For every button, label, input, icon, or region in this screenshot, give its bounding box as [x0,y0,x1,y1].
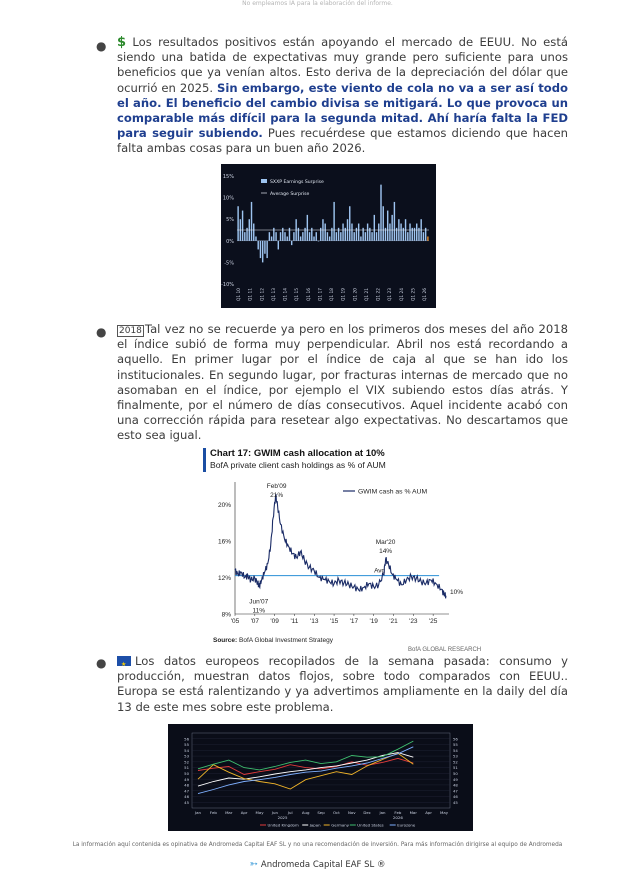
pmi-y-tick-left: 47 [184,788,189,794]
sxxp-chart-svg [221,164,436,308]
pmi-y-tick-left: 50 [184,770,189,776]
sxxp-bar [340,232,341,241]
pmi-x-tick: Jan [195,810,201,815]
sxxp-x-tick: Q1 22 [376,288,382,301]
sxxp-bar [391,215,392,241]
sxxp-bar [353,232,354,241]
pmi-x-tick: Feb [209,810,217,815]
gwim-annotation-latest-value: 10% [450,589,464,597]
sxxp-bar [376,232,377,241]
sxxp-legend-average: Average Surprise [270,192,310,197]
sxxp-y-tick: -5% [224,260,234,267]
pmi-x-tick: Mar [409,810,417,815]
pmi-x-tick: Oct [333,810,340,815]
sxxp-bar [324,224,325,241]
sxxp-bar [336,232,337,241]
sxxp-bar [291,241,292,245]
sxxp-earnings-chart [221,164,436,308]
sxxp-y-tick: 5% [226,217,234,224]
sxxp-bar [383,206,384,241]
sxxp-y-tick: 15% [222,174,234,180]
gwim-annotation-jun07-value: 11% [252,607,266,615]
pmi-x-tick: Jul [287,810,293,815]
sxxp-x-tick: Q1 20 [353,288,359,301]
gwim-x-tick: '21 [389,618,398,625]
dollar-icon: $ [117,35,127,50]
sxxp-x-tick: Q1 12 [260,288,266,301]
gwim-brand: BofA GLOBAL RESEARCH [408,647,482,653]
paragraph-2 [117,322,568,444]
pmi-y-tick-left: 45 [184,799,189,805]
sxxp-bar [389,224,390,241]
sxxp-bar [300,236,301,240]
sxxp-bar [309,232,310,241]
gwim-y-tick: 12% [217,574,231,582]
sxxp-x-tick: Q1 25 [411,288,417,301]
sxxp-bar [365,232,366,241]
paragraph-1-text-a: Los resultados positivos están apoyando el mercado de EEUU. No está siendo una batida de expectativas muy grande pero suficiente para unos beneficios que ya venían altos. Esto deriva de la depreciación del dólar que ocurrió en 2025. [117,35,568,95]
sxxp-bar [374,215,375,241]
pmi-y-tick-right: 49 [453,776,458,782]
sxxp-x-tick: Q1 14 [283,288,289,301]
pmi-x-tick: Aug [301,810,310,815]
sxxp-bar [275,232,276,241]
sxxp-bar [394,202,395,241]
pmi-y-tick-right: 50 [453,770,458,776]
paragraph-2-text: Tal vez no se recuerde ya pero en los primeros dos meses del año 2018 el índice subió de forma muy perpendicular. Abril nos está recordando a aquello. En primer lugar por el índice de caja al que se han ido los institucionales. En segundo lugar, por fracturas internas de mercado que no asomaban en el índice, por ejemplo el VIX subiendo estos días atrás. Y finalmente, por el número de días consecutivos. Aquel incidente acabó con una corrección rápida para resetear algo expectativas. No descartamos que esto sea igual. [117,322,568,443]
sxxp-x-tick: Q1 15 [295,288,301,301]
pmi-x-tick: Nov [347,810,356,815]
pmi-y-tick-right: 54 [453,747,458,753]
sxxp-bar [387,211,388,241]
sxxp-bar [371,232,372,241]
gwim-y-tick: 20% [217,501,231,509]
paragraph-1-text-b: Pues recuérdese que estamos diciendo que hacen falta ambas cosas para un buen año 2026. [117,126,568,156]
pmi-plot-frame [192,733,450,808]
sxxp-bar [327,232,328,241]
sxxp-x-tick: Q1 19 [341,288,347,301]
pmi-y-tick-right: 46 [453,794,458,800]
pmi-y-tick-right: 53 [453,753,458,759]
pmi-y-tick-left: 54 [184,747,189,753]
pmi-chart-svg [168,724,473,831]
top-note: No empleamos IA para la elaboración del informe. [242,0,393,7]
pmi-legend-label: Eurozone [397,822,416,828]
sxxp-bar [262,241,263,263]
pmi-year-label: 2026 [392,815,403,820]
sxxp-bar [409,224,410,241]
gwim-series-line [235,494,446,598]
sxxp-bar [278,241,279,250]
sxxp-bar [260,241,261,258]
bullet-2: ● [96,325,107,339]
sxxp-bar [351,224,352,241]
gwim-annotation-feb09: Feb'09 [266,483,287,490]
sxxp-bar [237,206,238,241]
paragraph-1 [117,35,568,157]
pmi-x-tick: Mar [225,810,233,815]
pmi-x-tick: Apr [240,810,248,815]
sxxp-x-tick: Q1 11 [248,288,254,301]
pmi-y-tick-left: 51 [184,765,189,771]
sxxp-bar [342,224,343,241]
eu-flag-icon [117,656,131,666]
gwim-y-tick: 8% [221,611,231,619]
gwim-annotation-feb09-value: 21% [270,492,284,499]
sxxp-x-tick: Q1 26 [423,288,428,301]
sxxp-y-tick: 10% [222,195,234,202]
gwim-x-tick: '11 [290,618,299,625]
sxxp-x-tick: Q1 18 [330,288,335,301]
pmi-x-tick: May [439,810,449,815]
pmi-y-tick-left: 46 [184,794,189,800]
pmi-chart [168,724,473,831]
sxxp-bar [318,241,319,242]
sxxp-bar [427,236,428,240]
pmi-legend-label: Germany [331,822,350,828]
gwim-x-tick: '05 [230,618,240,625]
bullet-1: ● [96,39,107,53]
sxxp-bar [307,215,308,241]
pmi-x-tick: Dec [363,810,371,815]
pmi-x-tick: May [255,810,264,815]
sxxp-bar [302,232,303,241]
sxxp-bar [316,232,317,241]
sxxp-bar [313,236,314,240]
pmi-y-tick-right: 56 [453,736,458,742]
year-badge: 2018 [119,326,142,336]
pmi-x-tick: Feb [394,810,402,815]
pmi-y-tick-right: 52 [453,759,458,765]
sxxp-x-tick: Q1 21 [364,288,370,301]
sxxp-bar [264,241,265,254]
sxxp-legend-swatch-bars [261,179,267,183]
pmi-y-tick-left: 56 [184,736,189,742]
pmi-y-tick-right: 51 [453,765,458,771]
sxxp-x-tick: Q1 13 [271,288,277,301]
sxxp-bar [380,185,381,241]
sxxp-bar [400,224,401,241]
pmi-y-tick-left: 48 [184,782,189,788]
gwim-x-tick: '15 [329,618,339,625]
gwim-annotation-mar20: Mar'20 [375,539,396,547]
sxxp-bar [293,232,294,241]
gwim-x-tick: '07 [250,618,260,625]
pmi-x-tick: Apr [425,810,432,815]
pmi-year-label: 2025 [277,815,288,820]
sxxp-bar [244,232,245,241]
gwim-x-tick: '09 [270,618,279,625]
sxxp-bar [251,202,252,241]
pmi-y-tick-right: 55 [453,742,458,748]
footer-brand [0,859,635,870]
pmi-series-line [198,753,413,787]
sxxp-x-tick: Q1 23 [388,288,394,301]
gwim-annotation-jun07: Jun'07 [249,598,269,606]
sxxp-bar [269,232,270,241]
sxxp-bar [349,206,350,241]
sxxp-bar [358,224,359,241]
gwim-chart-subtitle: BofA private client cash holdings as % of AUM [210,460,386,470]
gwim-source [213,637,333,644]
sxxp-legend-bars: SXXP Earnings Surprise [270,180,324,185]
pmi-y-tick-right: 45 [453,799,458,805]
pmi-y-tick-left: 52 [184,759,189,765]
sxxp-bar [329,236,330,240]
sxxp-bar [367,224,368,241]
paragraph-1-bold: Sin embargo, este viento de cola no va a ser así todo el año. El beneficio del cambio divisa se mitigará. Lo que provoca un comparable más difícil para la segunda mitad. Ahí haría falta la FED para seguir subiendo. [117,80,569,141]
gwim-annotation-mar20-value: 14% [379,548,393,556]
gwim-x-tick: '13 [310,618,319,625]
gwim-y-tick: 16% [217,538,231,546]
bullet-3: ● [96,656,107,670]
sxxp-x-tick: Q1 10 [237,288,242,301]
pmi-y-tick-left: 49 [184,776,189,782]
pmi-y-tick-right: 47 [453,788,458,794]
gwim-chart-title: Chart 17: GWIM cash allocation at 10% [210,448,385,459]
sxxp-bar [253,224,254,241]
sxxp-bar [416,224,417,241]
sxxp-bar [360,236,361,240]
gwim-title-bar [203,448,206,472]
footer-note: La información aquí contenida es opinativa de Andromeda Capital EAF SL y no una recomendación de inversión. Para más información dirigirse al equipo de Andromeda [72,842,563,848]
pmi-legend-label: United States [357,822,384,828]
sxxp-bar [333,202,334,241]
sxxp-x-tick: Q1 16 [306,288,312,301]
sxxp-bar [284,232,285,241]
sxxp-bar [287,236,288,240]
gwim-legend-label: GWIM cash as % AUM [358,488,428,496]
gwim-x-tick: '17 [349,618,359,625]
pmi-x-tick: Jan [379,810,386,815]
gwim-chart [203,476,465,636]
gwim-x-tick: '23 [409,618,418,625]
pmi-y-tick-left: 53 [184,753,189,759]
sxxp-bar [280,232,281,241]
paragraph-3 [117,654,568,715]
sxxp-y-tick: -10% [221,282,234,288]
pmi-x-tick: Jun [271,810,278,815]
pmi-y-tick-left: 55 [184,742,189,748]
sxxp-x-tick: Q1 17 [318,288,324,301]
sxxp-bar [257,241,258,250]
sxxp-y-tick: 0% [226,238,234,245]
gwim-x-tick: '19 [369,618,378,625]
sxxp-bar [271,236,272,240]
gwim-source-text: BofA Global Investment Strategy [237,637,333,644]
paragraph-3-text: Los datos europeos recopilados de la semana pasada: consumo y producción, muestran datos flojos, sobre todo comparados con EEUU.. Europa se está ralentizando y ya advertimos ampliamente en la daily del día 13 de este mes sobre este problema. [117,654,568,714]
sxxp-bar [255,236,256,240]
sxxp-bar [378,224,379,241]
gwim-source-label: Source: [213,637,238,644]
pmi-legend-label: Japan [309,822,321,828]
sxxp-x-tick: Q1 24 [399,288,405,301]
sxxp-bar [423,232,424,241]
sxxp-bar [407,232,408,241]
sxxp-bar [242,211,243,241]
pmi-legend-label: United Kingdom [267,822,299,828]
footer-brand-text: Andromeda Capital EAF SL ® [260,860,386,870]
sxxp-bar [266,241,267,258]
pmi-y-tick-right: 48 [453,782,458,788]
andromeda-logo-icon: ➳ [249,859,258,870]
gwim-average-label: Avg [374,567,386,575]
pmi-x-tick: Sep [317,810,325,815]
gwim-x-tick: '25 [428,618,438,625]
